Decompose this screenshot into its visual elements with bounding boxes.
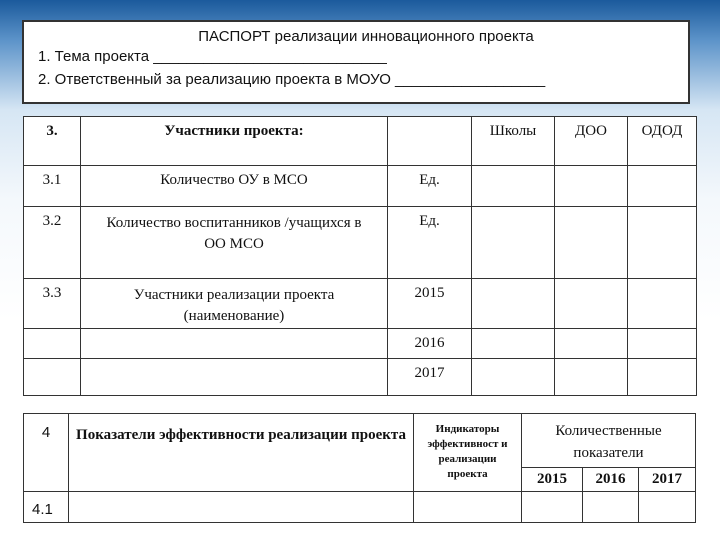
section-number: 3.	[24, 117, 81, 166]
participants-table	[23, 116, 697, 396]
row-number: 3.3	[24, 279, 81, 329]
table-row	[24, 359, 697, 396]
indicator-cell	[414, 492, 522, 523]
value-cell	[522, 492, 583, 523]
row-number	[24, 329, 81, 359]
table-row	[24, 492, 696, 523]
table-row	[24, 329, 697, 359]
doo-cell	[555, 279, 628, 329]
odod-header: ОДОД	[628, 117, 697, 166]
odod-cell	[628, 166, 697, 207]
odod-cell	[628, 329, 697, 359]
row-unit: 2017	[388, 359, 472, 396]
efficiency-heading: Показатели эффективности реализации проекта	[69, 414, 414, 492]
odod-cell	[628, 359, 697, 396]
value-cell	[583, 492, 639, 523]
passport-header	[22, 20, 690, 104]
passport-title: ПАСПОРТ реализации инновационного проекта	[198, 28, 534, 45]
row-label	[81, 329, 388, 359]
row-unit: Ед.	[388, 207, 472, 279]
row-label: Количество ОУ в МСО	[81, 166, 388, 207]
schools-header: Школы	[472, 117, 555, 166]
row-label: Участники реализации проекта (наименование)	[81, 279, 388, 329]
doo-header: ДОО	[555, 117, 628, 166]
row-unit: 2016	[388, 329, 472, 359]
schools-cell	[472, 166, 555, 207]
indicators-label: Индикаторы эффективност и реализации проекта	[414, 414, 522, 492]
unit-header-cell	[388, 117, 472, 166]
value-cell	[639, 492, 696, 523]
row-label-cell	[69, 492, 414, 523]
schools-cell	[472, 207, 555, 279]
table-row	[24, 166, 697, 207]
row-number: 4.1	[24, 492, 69, 523]
row-number: 3.2	[24, 207, 81, 279]
doo-cell	[555, 359, 628, 396]
row-label	[81, 359, 388, 396]
indicators-table	[23, 413, 696, 523]
doo-cell	[555, 166, 628, 207]
odod-cell	[628, 279, 697, 329]
schools-cell	[472, 279, 555, 329]
row-number	[24, 359, 81, 396]
row-unit: Ед.	[388, 166, 472, 207]
indicators-header-row	[24, 414, 696, 468]
doo-cell	[555, 329, 628, 359]
responsible-line: 2. Ответственный за реализацию проекта в МОУО __________________	[38, 71, 546, 88]
participants-heading: Участники проекта:	[81, 117, 388, 166]
schools-cell	[472, 329, 555, 359]
section-number: 4	[24, 414, 69, 492]
row-unit: 2015	[388, 279, 472, 329]
year-header: 2017	[639, 468, 696, 492]
year-header: 2016	[583, 468, 639, 492]
table-row	[24, 207, 697, 279]
row-label: Количество воспитанников /учащихся в ОО МСО	[81, 207, 388, 279]
table-row	[24, 279, 697, 329]
doo-cell	[555, 207, 628, 279]
odod-cell	[628, 207, 697, 279]
row-number: 3.1	[24, 166, 81, 207]
table-header-row	[24, 117, 697, 166]
year-header: 2015	[522, 468, 583, 492]
quantitative-heading: Количественные показатели	[522, 414, 696, 468]
schools-cell	[472, 359, 555, 396]
project-topic-line: 1. Тема проекта ____________________________	[38, 48, 387, 65]
